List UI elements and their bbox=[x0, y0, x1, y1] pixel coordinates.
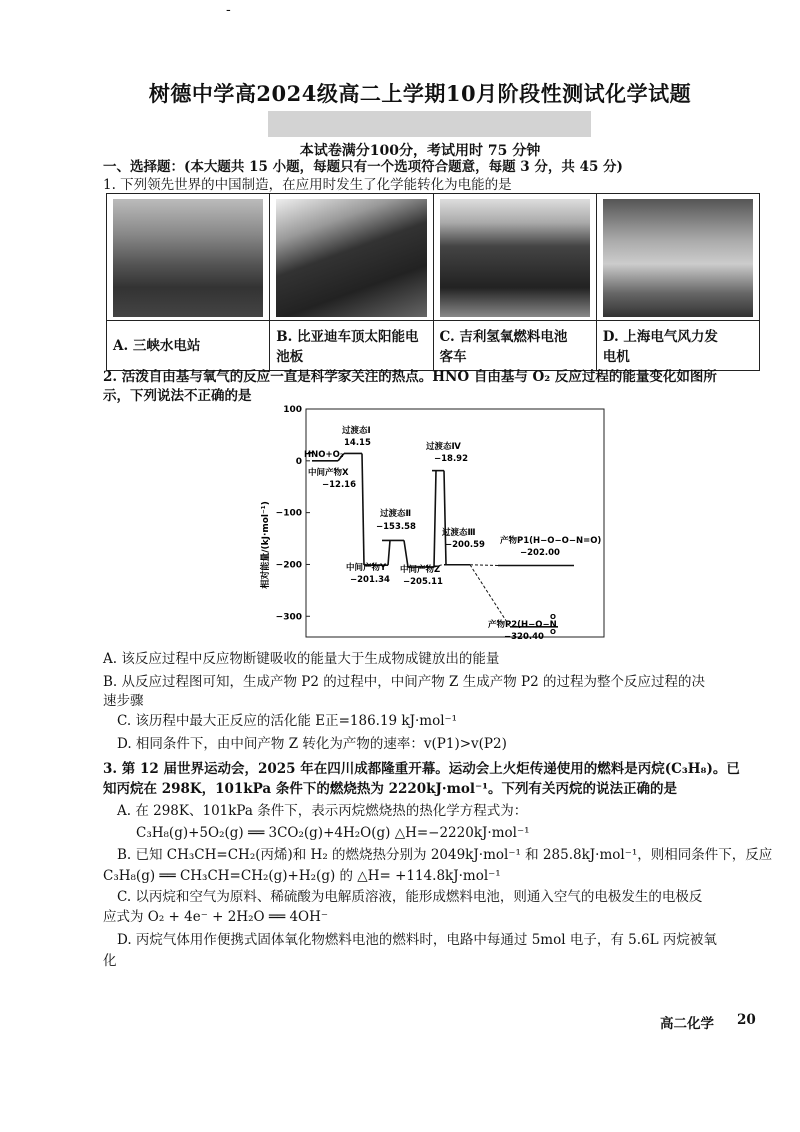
path-ts3-p2 bbox=[470, 565, 510, 627]
label-ts2: 过渡态Ⅱ bbox=[380, 509, 412, 519]
label-ts4: 过渡态Ⅳ bbox=[426, 442, 461, 452]
q3-option-c-line1[interactable]: C. 以丙烷和空气为原料、稀硫酸为电解质溶液，能形成燃料电池，则通入空气的电极发生的电极反 bbox=[117, 889, 703, 905]
y-tick-label: −200 bbox=[275, 560, 302, 571]
q3-option-c-line2[interactable]: 应式为 O₂ + 4e⁻ + 2H₂O ══ 4OH⁻ bbox=[103, 909, 328, 925]
q2-option-b-line1[interactable]: B. 从反应过程图可知，生成产物 P2 的过程中，中间产物 Z 生成产物 P2 的过程为整个反应过程的决 bbox=[103, 674, 705, 690]
q2-option-c[interactable]: C. 该历程中最大正反应的活化能 E正=186.19 kJ·mol⁻¹ bbox=[117, 713, 458, 729]
label-x: 中间产物X bbox=[308, 468, 349, 478]
q3-option-d-line1[interactable]: D. 丙烷气体用作便携式固体氧化物燃料电池的燃料时，电路中每通过 5mol 电子，有 5.6L 丙烷被氧 bbox=[117, 932, 717, 948]
label-p2: 产物P2(H−O−N bbox=[488, 620, 557, 630]
label-p1-value: −202.00 bbox=[520, 548, 560, 558]
q3-option-b-line1[interactable]: B. 已知 CH₃CH=CH₂(丙烯)和 H₂ 的燃烧热分别为 2049kJ·mol⁻¹ 和 285.8kJ·mol⁻¹，则相同条件下，反应 bbox=[117, 847, 773, 863]
label-y-value: −201.34 bbox=[350, 575, 390, 585]
stray-mark: - bbox=[226, 2, 231, 18]
label-p2-o-top: O bbox=[550, 613, 556, 621]
label-ts3: 过渡态Ⅲ bbox=[442, 528, 476, 538]
label-ts1: 过渡态Ⅰ bbox=[342, 426, 371, 436]
label-p2-value: −320.40 bbox=[504, 632, 544, 642]
label-ts1-value: 14.15 bbox=[344, 438, 371, 448]
label-p2-o-bottom: O bbox=[550, 628, 556, 636]
q3-option-a-line1[interactable]: A. 在 298K、101kPa 条件下，表示丙烷燃烧热的热化学方程式为： bbox=[117, 803, 528, 819]
q3-stem-1: 3. 第 12 届世界运动会，2025 年在四川成都隆重开幕。运动会上火炬传递使用的燃料是丙烷(C₃H₈)。已 bbox=[103, 761, 740, 777]
q3-option-b-line2[interactable]: C₃H₈(g) ══ CH₃CH=CH₂(g)+H₂(g) 的 △H= +114.8kJ·mol⁻¹ bbox=[103, 868, 501, 884]
label-x-value: −12.16 bbox=[322, 480, 357, 490]
label-ts4-value: −18.92 bbox=[434, 454, 469, 464]
q3-stem-2: 知丙烷在 298K，101kPa 条件下的燃烧热为 2220kJ·mol⁻¹。下列有关丙烷的说法正确的是 bbox=[103, 781, 678, 797]
q2-option-a[interactable]: A. 该反应过程中反应物断键吸收的能量大于生成物成键放出的能量 bbox=[103, 651, 500, 667]
path-ts1-y bbox=[362, 453, 364, 565]
path-z-ts4 bbox=[434, 471, 436, 567]
energy-profile-chart bbox=[258, 405, 618, 645]
q2-option-b-line2[interactable]: 速步骤 bbox=[103, 693, 144, 709]
label-z-value: −205.11 bbox=[403, 577, 443, 587]
hydropower-photo-icon bbox=[113, 199, 263, 317]
label-y: 中间产物Y bbox=[346, 563, 387, 573]
label-z: 中间产物Z bbox=[400, 565, 441, 575]
fuel-cell-bus-photo-icon bbox=[440, 199, 590, 317]
q2-stem-1: 2. 活泼自由基与氧气的反应一直是科学家关注的热点。HNO 自由基与 O₂ 反应过程的能量变化如图所 bbox=[103, 369, 717, 385]
q1-option-d[interactable]: D. 上海电气风力发 电机 bbox=[596, 321, 759, 371]
label-ts2-value: −153.58 bbox=[376, 522, 416, 532]
section-heading: 一、选择题：(本大题共 15 小题，每题只有一个选项符合题意，每题 3 分，共 45 分) bbox=[103, 159, 623, 175]
y-tick-label: −300 bbox=[275, 612, 302, 623]
page-number: 20 bbox=[737, 1012, 756, 1028]
q1-options-table bbox=[106, 193, 760, 371]
label-ts3-value: −200.59 bbox=[445, 540, 485, 550]
exam-subtitle: 本试卷满分100分，考试用时 75 分钟 bbox=[299, 143, 541, 159]
path-y-ts2 bbox=[388, 540, 390, 565]
q3-option-a-line2[interactable]: C₃H₈(g)+5O₂(g) ══ 3CO₂(g)+4H₂O(g) △H=−2220kJ·mol⁻¹ bbox=[136, 825, 530, 841]
path-ts4-ts3 bbox=[444, 471, 446, 565]
q1-stem: 1. 下列领先世界的中国制造，在应用时发生了化学能转化为电能的是 bbox=[103, 177, 512, 193]
y-tick-label: −100 bbox=[275, 508, 302, 519]
q3-option-d-line2[interactable]: 化 bbox=[103, 953, 117, 969]
q1-option-a[interactable]: A. 三峡水电站 bbox=[107, 321, 270, 371]
q2-stem-2: 示，下列说法不正确的是 bbox=[103, 388, 252, 404]
y-tick-label: 0 bbox=[295, 456, 302, 467]
y-axis-label: 相对能量/(kJ·mol⁻¹) bbox=[261, 501, 271, 589]
label-p1: 产物P1(H−O−O−N=O) bbox=[500, 536, 602, 546]
path-ts3-p1 bbox=[470, 565, 498, 566]
y-tick-label: 100 bbox=[283, 405, 302, 415]
solar-panel-car-photo-icon bbox=[276, 199, 426, 317]
page-title: 树德中学高2024级高二上学期10月阶段性测试化学试题 bbox=[148, 81, 692, 106]
path-ts2-z bbox=[404, 540, 408, 567]
q2-option-d[interactable]: D. 相同条件下，由中间产物 Z 转化为产物的速率：v(P1)>v(P2) bbox=[117, 736, 507, 752]
redacted-area bbox=[268, 111, 591, 137]
label-start: HNO+O₂ bbox=[304, 450, 344, 460]
q1-option-b[interactable]: B. 比亚迪车顶太阳能电 池板 bbox=[270, 321, 433, 371]
wind-turbine-photo-icon bbox=[603, 199, 753, 317]
q1-option-c[interactable]: C. 吉利氢氧燃料电池 客车 bbox=[433, 321, 596, 371]
footer-subject: 高二化学 bbox=[660, 1016, 714, 1032]
